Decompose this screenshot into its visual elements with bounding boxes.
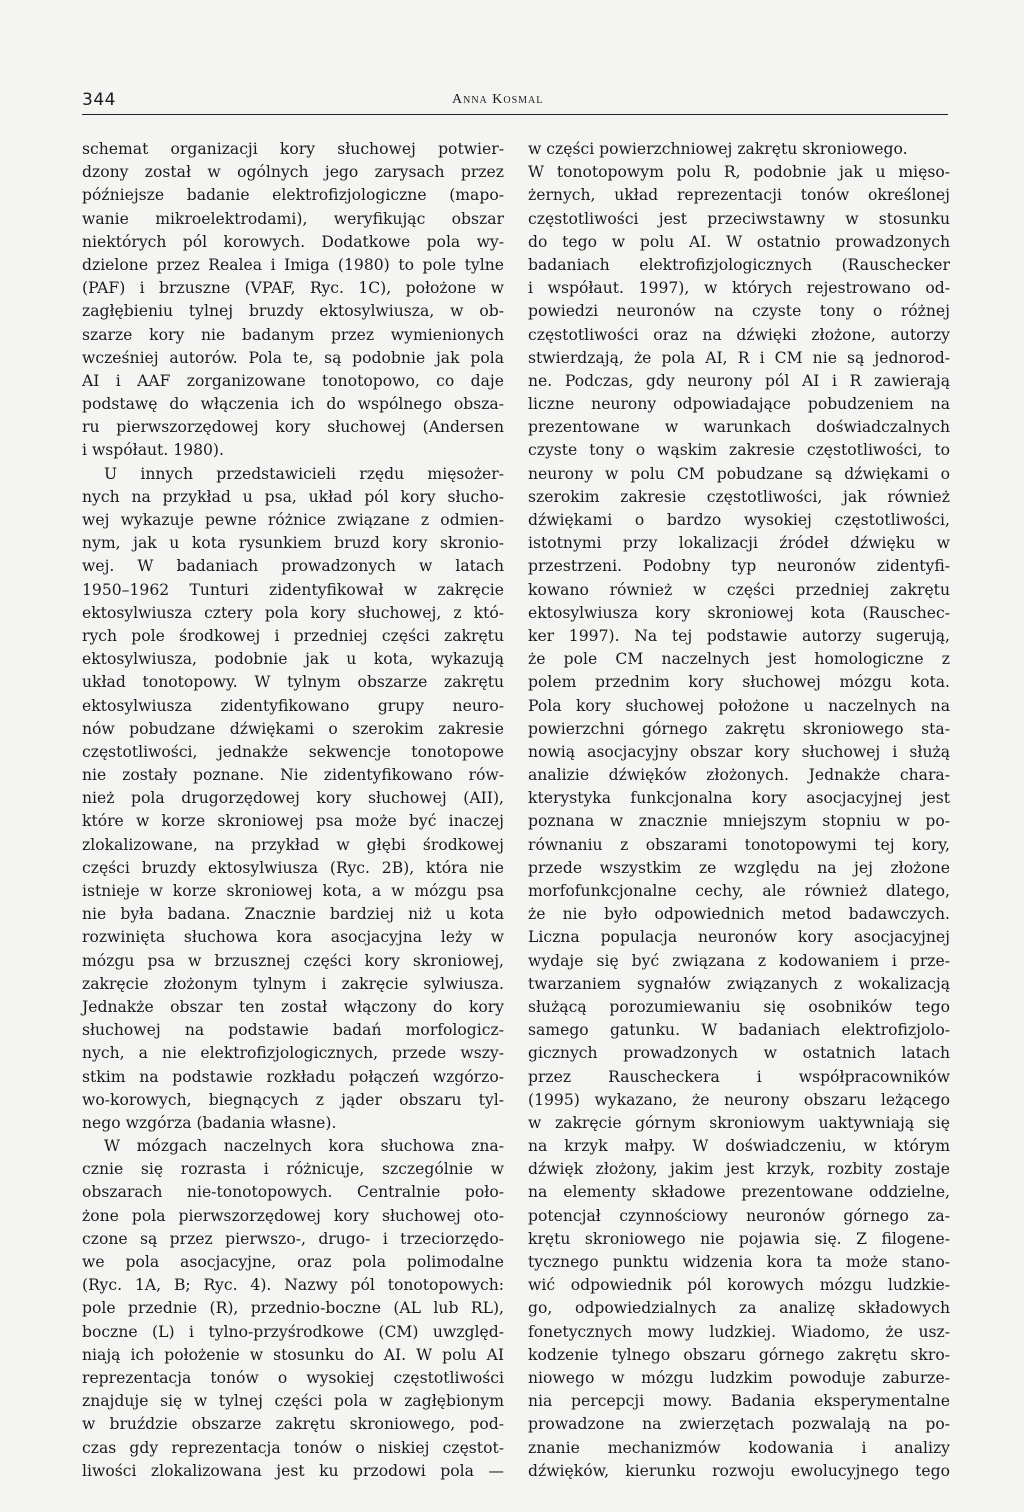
text-line: czyste tony o wąskim zakresie częstotliwości, to <box>528 441 950 460</box>
text-line: powiedzi neuronów na czyste tony o różnej <box>528 302 950 321</box>
text-line: zakręcie złożonym tylnym i zakręcie sylwiusza. <box>82 974 504 993</box>
text-line: boczne (L) i tylno-przyśrodkowe (CM) uwzględ- <box>82 1322 504 1341</box>
running-head: Anna Kosmal <box>452 92 544 107</box>
text-line: zlokalizowane, na przykład w głębi środkowej <box>82 835 504 854</box>
page-header <box>82 88 948 115</box>
text-line: niają ich położenie w stosunku do AI. W polu AI <box>82 1345 504 1364</box>
text-line: znanie mechanizmów kodowania i analizy <box>528 1438 950 1457</box>
text-line: dzony został w ogólnych jego zarysach przez <box>82 163 504 182</box>
text-line: służącą porozumiewaniu się osobników tego <box>528 997 950 1016</box>
text-line: nia percepcji mowy. Badania eksperymentalne <box>528 1392 950 1411</box>
text-line: znajduje się w tylnej części pola w zagłębionym <box>82 1392 504 1411</box>
text-line: W tonotopowym polu R, podobnie jak u mięso- <box>528 163 950 182</box>
text-line: nie była badana. Znacznie bardziej niż u kota <box>82 905 504 924</box>
text-line: schemat organizacji kory słuchowej potwier- <box>82 140 504 158</box>
text-line: AI i AAF zorganizowane tonotopowo, co daje <box>82 371 504 390</box>
text-line: obszarach nie-tonotopowych. Centralnie poło- <box>82 1183 504 1202</box>
text-line: nych, a nie elektrofizjologicznych, przede wszy- <box>82 1044 504 1063</box>
text-line: ru pierwszorzędowej kory słuchowej (Andersen <box>82 418 504 437</box>
text-line: że pole CM naczelnych jest homologiczne z <box>528 650 950 669</box>
text-line: cznie się rozrasta i różnicuje, szczególnie w <box>82 1160 504 1179</box>
text-line: szerokim zakresie częstotliwości, jak również <box>528 487 950 506</box>
text-line: nież pola drugorzędowej kory słuchowej (AII), <box>82 789 504 808</box>
text-line: kowano również w części przedniej zakrętu <box>528 580 950 599</box>
text-line: do tego w polu AI. W ostatnio prowadzonych <box>528 232 950 251</box>
text-line: i współaut. 1980). <box>82 441 224 460</box>
text-line: w części powierzchniowej zakrętu skroniowego. <box>528 140 908 158</box>
text-line: niektórych pól korowych. Dodatkowe pola wy- <box>82 232 504 251</box>
text-line: wić odpowiednik pól korowych mózgu ludzkie- <box>528 1276 950 1295</box>
text-line: że nie było odpowiednich metod badawczych. <box>528 905 950 924</box>
text-line: rych pole środkowej i przedniej części zakrętu <box>82 626 504 645</box>
text-line: W mózgach naczelnych kora słuchowa zna- <box>104 1137 504 1156</box>
text-line: na krzyk małpy. W doświadczeniu, w którym <box>528 1137 950 1156</box>
text-line: nów pobudzane dźwiękami o szerokim zakresie <box>82 719 504 738</box>
text-line: wej wykazuje pewne różnice związane z odmien- <box>82 511 504 529</box>
text-line: badaniach elektrofizjologicznych (Rauschecker <box>528 255 950 274</box>
text-line: ektosylwiusza, podobnie jak u kota, wykazują <box>82 650 504 669</box>
text-line: pole przednie (R), przednio-boczne (AL lub RL), <box>82 1299 504 1318</box>
text-line: późniejsze badanie elektrofizjologiczne (mapo- <box>82 186 504 205</box>
text-line: krętu skroniowego nie pojawia się. Z filogene- <box>528 1229 950 1248</box>
text-line: polem przednim kory słuchowej mózgu kota. <box>528 673 950 692</box>
text-line: poznana w znacznie mniejszym stopniu w po- <box>528 812 950 831</box>
page-number: 344 <box>82 90 116 110</box>
text-line: szarze kory nie badanym przez wymienionych <box>82 325 504 344</box>
text-line: liczne neurony odpowiadające pobudzeniem na <box>528 395 950 414</box>
text-line: istotnymi przy lokalizacji źródeł dźwięku w <box>528 534 950 553</box>
text-line: częstotliwości oraz na dźwięki złożone, autorzy <box>528 325 950 344</box>
text-line: prowadzone na zwierzętach pozwalają na po- <box>528 1415 950 1434</box>
text-line: wanie mikroelektrodami), weryfikując obszar <box>82 209 504 228</box>
text-line: (Ryc. 1A, B; Ryc. 4). Nazwy pól tonotopowych: <box>82 1276 504 1295</box>
text-line: 1950–1962 Tunturi zidentyfikował w zakręcie <box>82 580 504 599</box>
text-line: nym, jak u kota rysunkiem bruzd kory skronio- <box>82 534 504 553</box>
text-line: stkim na podstawie rozkładu połączeń wzgórzo- <box>82 1067 504 1086</box>
text-line: w zakręcie górnym skroniowym uaktywniają się <box>528 1113 950 1132</box>
text-line: ne. Podczas, gdy neurony pól AI i R zawierają <box>528 371 950 390</box>
text-line: stwierdzają, że pola AI, R i CM nie są jednorod- <box>528 348 950 367</box>
text-line: przede wszystkim ze względu na jej złożone <box>528 858 950 877</box>
text-line: ker 1997). Na tej podstawie autorzy sugerują, <box>528 626 950 645</box>
text-line: kterystyka funkcjonalna kory asocjacyjnej jest <box>528 789 950 808</box>
text-line: samego gatunku. W badaniach elektrofizjolo- <box>528 1021 950 1040</box>
text-line: które w korze skroniowej psa może być inaczej <box>82 812 504 831</box>
text-line: żone pola pierwszorzędowej kory słuchowej oto- <box>82 1206 504 1225</box>
text-line: układ tonotopowy. W tylnym obszarze zakrętu <box>82 673 504 692</box>
text-line: przestrzeni. Podobny typ neuronów zidentyfi- <box>528 557 950 576</box>
text-line: ektosylwiusza cztery pola kory słuchowej, z któ- <box>82 603 504 622</box>
text-line: równaniu z obszarami tonotopowymi tej kory, <box>528 835 950 854</box>
text-line: w bruździe obszarze zakrętu skroniowego, pod- <box>82 1415 504 1434</box>
text-line: wej. W badaniach prowadzonych w latach <box>82 557 504 576</box>
text-line: twarzaniem sygnałów związanych z wokalizacją <box>528 974 950 993</box>
text-line: istnieje w korze skroniowej kota, a w mózgu psa <box>82 882 504 900</box>
text-line: ektosylwiusza kory skroniowej kota (Rauschec- <box>528 603 950 622</box>
text-line: fonetycznych mowy ludzkiej. Wiadomo, że usz- <box>528 1322 950 1341</box>
text-line: czas gdy reprezentacja tonów o niskiej częstot- <box>82 1438 504 1457</box>
text-line: i współaut. 1997), w których rejestrowano od- <box>528 279 950 298</box>
text-line: Pola kory słuchowej położone u naczelnych na <box>528 696 950 715</box>
text-line: prezentowane w warunkach doświadczalnych <box>528 418 950 437</box>
text-line: słuchowej na podstawie badań morfologicz- <box>82 1021 504 1040</box>
text-line: go, odpowiedzialnych za analizę składowych <box>528 1299 950 1318</box>
text-line: nowią asocjacyjny obszar kory słuchowej i służą <box>528 742 950 761</box>
text-line: dzielone przez Realea i Imiga (1980) to pole tylne <box>82 255 504 274</box>
text-line: podstawę do włączenia ich do wspólnego obsza- <box>82 395 504 414</box>
text-line: mózgu psa w brzusznej części kory skroniowej, <box>82 951 504 970</box>
text-line: żernych, układ reprezentacji tonów określonej <box>528 186 950 205</box>
text-line: (1995) wykazano, że neurony obszaru leżącego <box>528 1090 950 1109</box>
text-line: na elementy składowe prezentowane oddzielne, <box>528 1183 950 1202</box>
text-line: części bruzdy ektosylwiusza (Ryc. 2B), która nie <box>82 858 504 877</box>
text-line: częstotliwości jest przeciwstawny w stosunku <box>528 209 950 228</box>
text-line: czone są przez pierwszo-, drugo- i trzeciorzędo- <box>82 1229 504 1248</box>
text-line: tycznego punktu widzenia kora ta może stano- <box>528 1253 950 1271</box>
text-line: kodzenie tylnego obszaru górnego zakrętu skro- <box>528 1345 950 1364</box>
text-line: ektosylwiusza zidentyfikowano grupy neuro- <box>82 696 504 715</box>
text-line: powierzchni górnego zakrętu skroniowego sta- <box>528 719 950 738</box>
text-line: wo-korowych, biegnących z jąder obszaru tyl- <box>82 1090 504 1109</box>
text-line: we pola asocjacyjne, oraz pola polimodalne <box>82 1253 504 1271</box>
text-line: częstotliwości, jednakże sekwencje tonotopowe <box>82 742 504 761</box>
text-line: U innych przedstawicieli rzędu mięsożer- <box>104 464 504 483</box>
text-line: wcześniej autorów. Pola te, są podobnie jak pola <box>82 348 504 367</box>
text-line: zagłębieniu tylnej bruzdy ektosylwiusza, w ob- <box>82 302 504 321</box>
text-line: (PAF) i brzuszne (VPAF, Ryc. 1C), położone w <box>82 279 504 298</box>
text-line: neurony w polu CM pobudzane są dźwiękami o <box>528 464 950 483</box>
text-line: liwości zlokalizowana jest ku przodowi pola — <box>82 1461 504 1480</box>
right-text-column <box>528 138 950 1483</box>
text-line: rozwinięta słuchowa kora asocjacyjna leży w <box>82 928 504 947</box>
text-line: reprezentacja tonów o wysokiej częstotliwości <box>82 1368 504 1387</box>
text-line: nie zostały poznane. Nie zidentyfikowano rów- <box>82 766 504 785</box>
text-line: gicznych prowadzonych w ostatnich latach <box>528 1044 950 1063</box>
text-line: nych na przykład u psa, układ pól kory słucho- <box>82 487 504 506</box>
text-line: potencjał czynnościowy neuronów górnego za- <box>528 1206 950 1225</box>
text-line: niowego w mózgu ludzkim powoduje zaburze- <box>528 1368 950 1387</box>
text-line: Liczna populacja neuronów kory asocjacyjnej <box>528 928 950 947</box>
text-line: morfofunkcjonalne cechy, ale również dlatego, <box>528 882 950 900</box>
text-line: wydaje się być związana z kodowaniem i prze- <box>528 951 950 970</box>
text-line: dźwiękami o bardzo wysokiej częstotliwości, <box>528 511 950 529</box>
text-line: analizie dźwięków złożonych. Jednakże chara- <box>528 766 950 785</box>
text-line: dźwięków, kierunku rozwoju ewolucyjnego tego <box>528 1461 950 1480</box>
left-text-column <box>82 138 504 1483</box>
text-line: dźwięk złożony, jakim jest krzyk, rozbity zostaje <box>528 1160 950 1179</box>
text-line: przez Rauscheckera i współpracowników <box>528 1067 950 1086</box>
text-line: Jednakże obszar ten został włączony do kory <box>82 997 504 1016</box>
text-line: nego wzgórza (badania własne). <box>82 1113 337 1132</box>
